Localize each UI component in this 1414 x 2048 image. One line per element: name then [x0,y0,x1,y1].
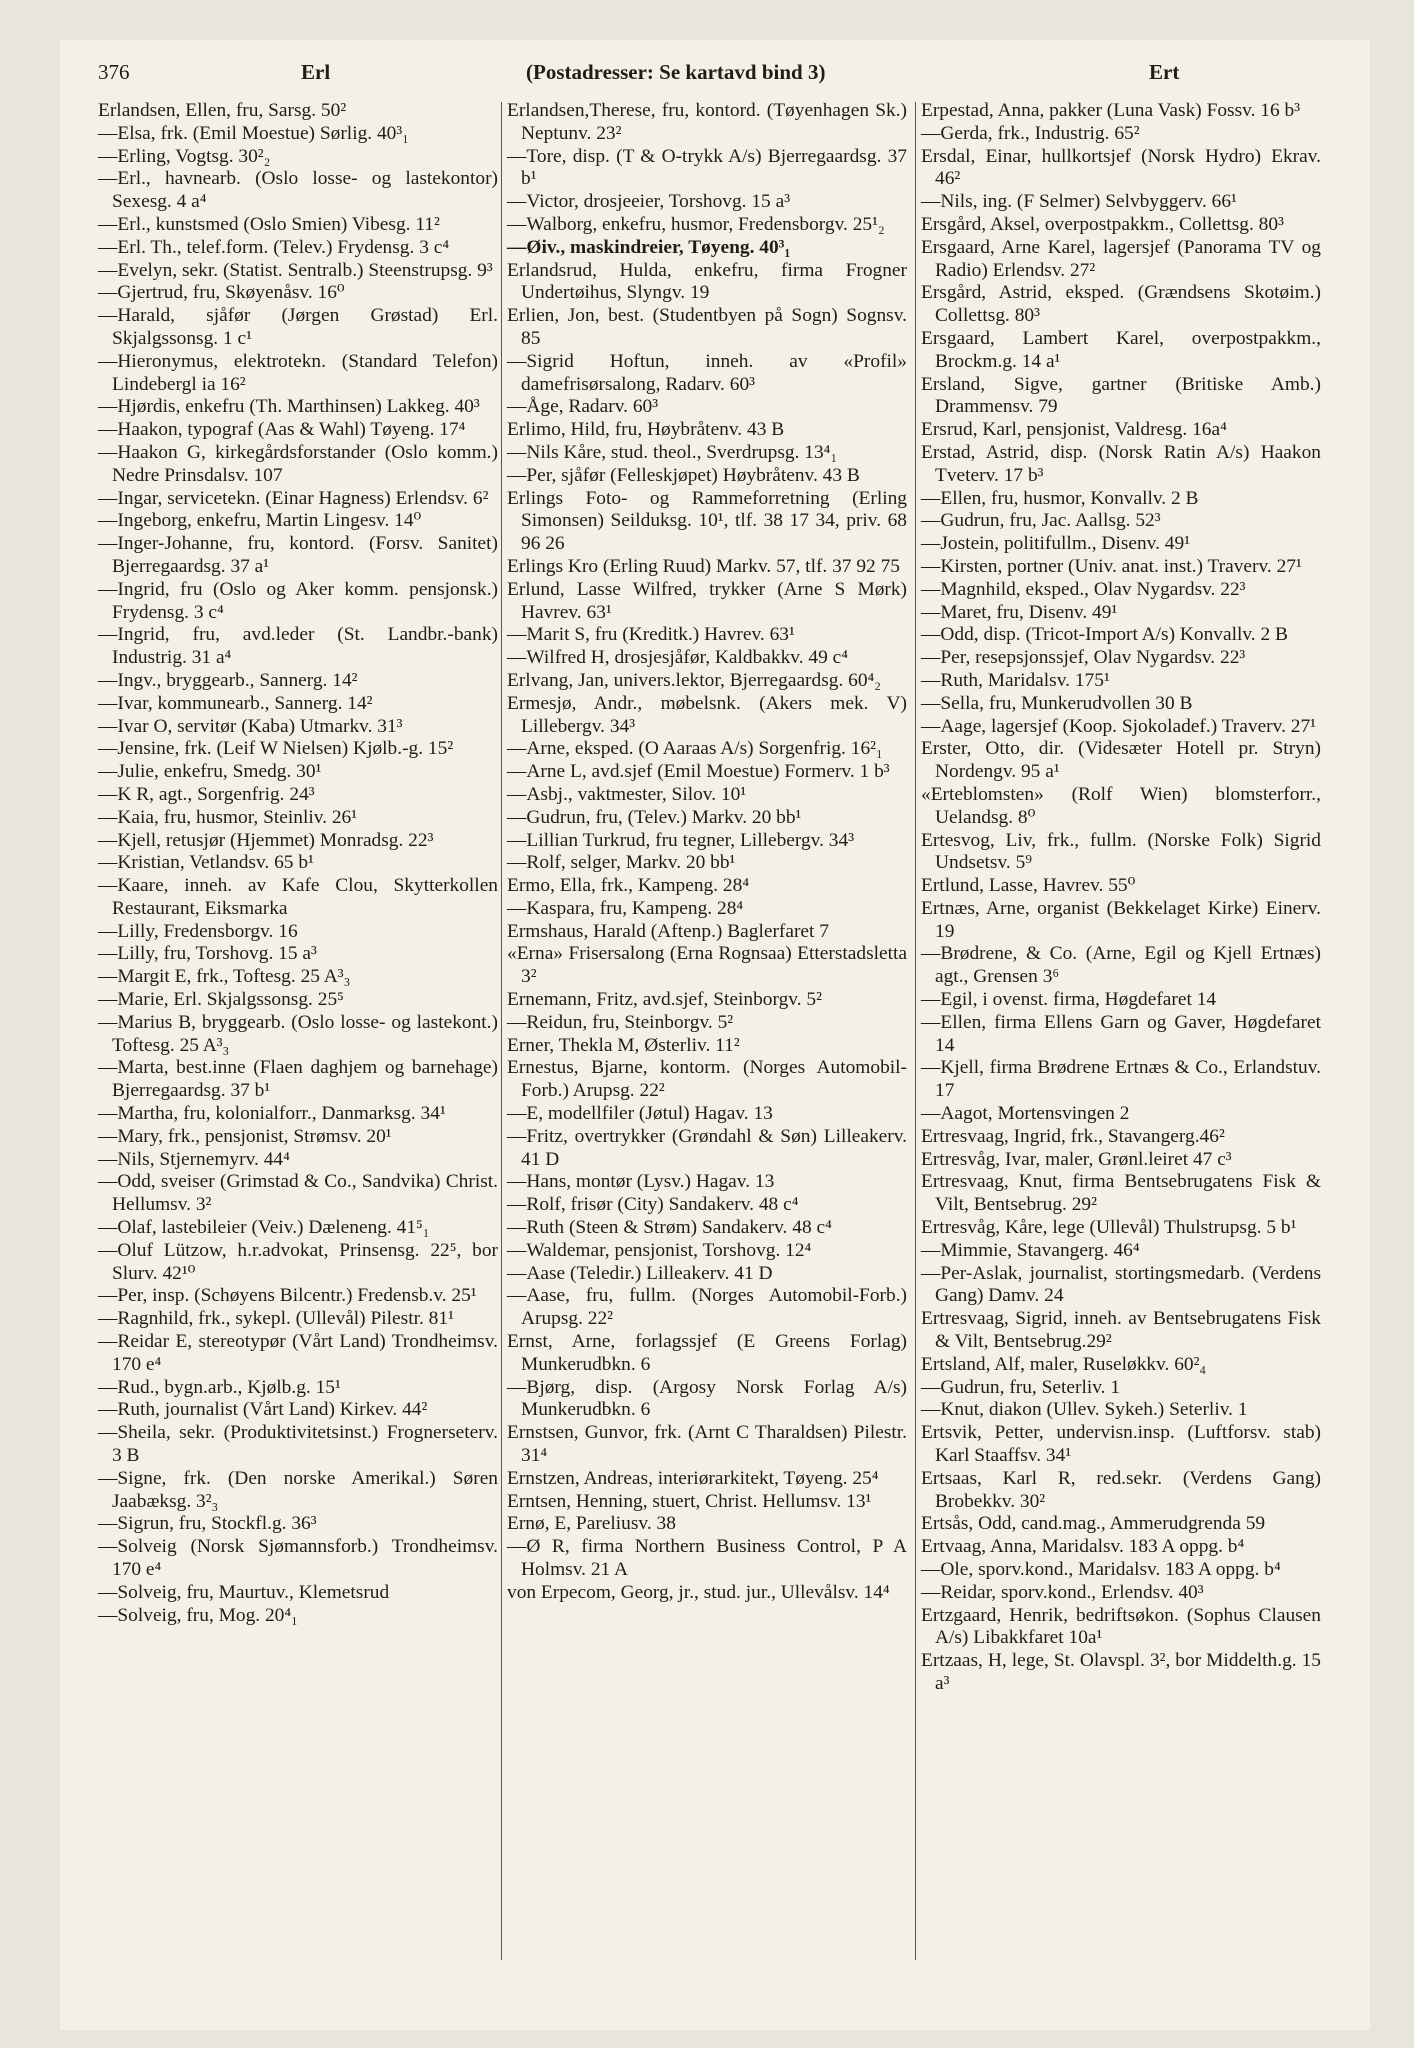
directory-entry: —Reidar, sporv.kond., Erlendsv. 40³ [921,1581,1204,1603]
directory-entry: —Elsa, frk. (Emil Moestue) Sørlig. 40³₁ [98,122,409,144]
directory-entry: —Reidar E, stereotypør (Vårt Land) Trondheimsv. 170 e⁴ [98,1331,498,1375]
directory-entry: —Mary, frk., pensjonist, Strømsv. 20¹ [98,1125,392,1147]
directory-entry: —Egil, i ovenst. firma, Høgdefaret 14 [921,989,1217,1011]
directory-entry: —Nils Kåre, stud. theol., Sverdrupsg. 13⁴₁ [507,441,838,463]
directory-entry: —Ivar, kommunearb., Sannerg. 14² [98,692,373,714]
directory-entry: —Erling, Vogtsg. 30²₂ [98,145,271,167]
directory-entry: —Nils, ing. (F Selmer) Selvbyggerv. 66¹ [921,191,1237,213]
directory-entry: —Hans, montør (Lysv.) Hagav. 13 [507,1171,775,1193]
directory-entry: Erlings Kro (Erling Ruud) Markv. 57, tlf. 37 92 75 [507,555,900,577]
directory-entry: —Ingv., bryggearb., Sannerg. 14² [98,669,358,691]
directory-entry: —Kjell, firma Brødrene Ertnæs & Co., Erlandstuv. 17 [921,1057,1321,1102]
directory-entry: Ersland, Sigve, gartner (Britiske Amb.) Drammensv. 79 [921,373,1321,418]
directory-entry: —Kristian, Vetlandsv. 65 b¹ [98,852,314,874]
directory-entry: Ertzaas, H, lege, St. Olavspl. 3², bor Middelth.g. 15 a³ [921,1650,1321,1694]
directory-column-2 [507,100,907,1605]
directory-entry: —Gudrun, fru, Seterliv. 1 [921,1376,1121,1398]
directory-entry: Erlandsen, Ellen, fru, Sarsg. 50² [98,100,347,121]
directory-entry: —Ruth, journalist (Vårt Land) Kirkev. 44² [98,1399,428,1421]
directory-entry: —Åge, Radarv. 60³ [507,396,659,418]
directory-entry: —Haakon G, kirkegårdsforstander (Oslo komm.) Nedre Prinsdalsv. 107 [98,441,498,486]
directory-entry: Erlvang, Jan, univers.lektor, Bjerregaardsg. 60⁴₂ [507,669,882,691]
directory-entry: —Bjørg, disp. (Argosy Norsk Forlag A/s) Munkerudbkn. 6 [507,1376,907,1421]
directory-entry: —Lillian Turkrud, fru tegner, Lillebergv. 34³ [507,829,855,851]
directory-entry: —Knut, diakon (Ullev. Sykeh.) Seterliv. 1 [921,1399,1248,1421]
directory-entry: Ertresvaag, Ingrid, frk., Stavangerg.46² [921,1125,1225,1147]
directory-entry: —Sheila, sekr. (Produktivitetsinst.) Frognerseterv. 3 B [98,1422,498,1467]
directory-entry: —Hjørdis, enkefru (Th. Marthinsen) Lakkeg. 40³ [98,396,480,418]
directory-entry: —Per, sjåfør (Felleskjøpet) Høybråtenv. 43 B [507,464,860,486]
header-first-word: Erl [301,60,331,84]
directory-entry: —Erl. Th., telef.form. (Telev.) Frydensg. 3 c⁴ [98,236,450,258]
directory-entry: —Jostein, politifullm., Disenv. 49¹ [921,533,1191,555]
directory-entry: —Reidun, fru, Steinborgv. 5² [507,1011,734,1033]
directory-entry: —Julie, enkefru, Smedg. 30¹ [98,761,322,783]
directory-entry: —Margit E, frk., Toftesg. 25 A³₃ [98,966,351,988]
directory-entry: —Aase (Teledir.) Lilleakerv. 41 D [507,1262,773,1284]
directory-entry: —Haakon, typograf (Aas & Wahl) Tøyeng. 17⁴ [98,419,466,441]
directory-entry: —Kaspara, fru, Kampeng. 28⁴ [507,897,744,919]
directory-entry: Ersgård, Aksel, overpostpakkm., Collettsg. 80³ [921,213,1284,235]
directory-entry: Ertsås, Odd, cand.mag., Ammerudgrenda 59 [921,1513,1266,1535]
directory-entry: Ertresvaag, Knut, firma Bentsebrugatens Fisk & Vilt, Bentsebrug. 29² [921,1171,1321,1216]
directory-entry: Ermesjø, Andr., møbelsnk. (Akers mek. V) Lillebergv. 34³ [507,692,907,737]
directory-entry: —Lilly, fru, Torshovg. 15 a³ [98,943,317,965]
directory-entry: —Waldemar, pensjonist, Torshovg. 12⁴ [507,1239,812,1261]
header-note: (Postadresser: Se kartavd bind 3) [526,60,826,84]
directory-entry: —Erl., havnearb. (Oslo losse- og lastekontor) Sexesg. 4 a⁴ [98,168,498,213]
directory-entry: —Solveig, fru, Maurtuv., Klemetsrud [98,1581,390,1603]
directory-entry: —Nils, Stjernemyrv. 44⁴ [98,1148,290,1170]
directory-entry: —Odd, disp. (Tricot-Import A/s) Konvallv. 2 B [921,624,1288,646]
directory-entry: —Magnhild, eksped., Olav Nygardsv. 22³ [921,578,1246,600]
directory-entry: Ertnæs, Arne, organist (Bekkelaget Kirke) Einerv. 19 [921,897,1321,942]
directory-entry: Ertzgaard, Henrik, bedriftsøkon. (Sophus Clausen A/s) Libakkfaret 10a¹ [921,1604,1321,1649]
directory-entry: Ertsvik, Petter, undervisn.insp. (Luftforsv. stab) Karl Staaffsv. 34¹ [921,1422,1321,1467]
directory-entry: —Aase, fru, fullm. (Norges Automobil-Forb.) Arupsg. 22² [507,1285,907,1330]
directory-entry: —Ole, sporv.kond., Maridalsv. 183 A oppg. b⁴ [921,1559,1281,1580]
directory-entry: —Ivar O, servitør (Kaba) Utmarkv. 31³ [98,715,403,737]
directory-entry: Erlund, Lasse Wilfred, trykker (Arne S Mørk) Havrev. 63¹ [507,578,907,623]
directory-entry: Ertvaag, Anna, Maridalsv. 183 A oppg. b⁴ [921,1536,1245,1558]
directory-entry: —Marit S, fru (Kreditk.) Havrev. 63¹ [507,624,795,646]
directory-entry: Ersdal, Einar, hullkortsjef (Norsk Hydro) Ekrav. 46² [921,145,1321,190]
directory-entry: «Erteblomsten» (Rolf Wien) blomsterforr., Uelandsg. 8⁰ [921,783,1321,828]
directory-entry: —Kirsten, portner (Univ. anat. inst.) Traverv. 27¹ [921,555,1302,577]
directory-entry: —Martha, fru, kolonialforr., Danmarksg. 34¹ [98,1103,446,1125]
directory-entry: —Mimmie, Stavangerg. 46⁴ [921,1239,1140,1261]
directory-entry: Ernemann, Fritz, avd.sjef, Steinborgv. 5² [507,989,822,1011]
directory-entry: —Ruth, Maridalsv. 175¹ [921,669,1110,691]
directory-entry: —Ingrid, fru, avd.leder (St. Landbr.-bank) Industrig. 31 a⁴ [98,624,498,669]
directory-entry: Ersgaard, Lambert Karel, overpostpakkm., Brockm.g. 14 a¹ [921,327,1321,372]
directory-entry: Ernstzen, Andreas, interiørarkitekt, Tøyeng. 25⁴ [507,1467,879,1489]
directory-entry: —K R, agt., Sorgenfrig. 24³ [98,783,315,805]
directory-entry: Erster, Otto, dir. (Videsæter Hotell pr. Stryn) Nordengv. 95 a¹ [921,738,1321,783]
directory-entry: Ersgård, Astrid, eksped. (Grændsens Skotøim.) Collettsg. 80³ [921,282,1321,327]
directory-entry: —Fritz, overtrykker (Grøndahl & Søn) Lilleakerv. 41 D [507,1125,907,1170]
directory-entry: Erlings Foto- og Rammeforretning (Erling Simonsen) Seilduksg. 10¹, tlf. 38 17 34, priv. 68 96 26 [507,487,907,555]
header-last-word: Ert [1149,60,1180,84]
directory-entry: Ertresvaag, Sigrid, inneh. av Bentsebrugatens Fisk & Vilt, Bentsebrug.29² [921,1308,1321,1353]
directory-entry: Ermshaus, Harald (Aftenp.) Baglerfaret 7 [507,920,829,942]
directory-entry: —Tore, disp. (T & O-trykk A/s) Bjerregaardsg. 37 b¹ [507,145,907,190]
directory-entry: —Gudrun, fru, (Telev.) Markv. 20 bb¹ [507,806,802,828]
directory-entry: Ertsland, Alf, maler, Ruseløkkv. 60²₄ [921,1353,1207,1375]
directory-entry: —Kaia, fru, husmor, Steinliv. 26¹ [98,806,358,828]
directory-entry: —Rud., bygn.arb., Kjølb.g. 15¹ [98,1376,341,1398]
directory-entry: —Hieronymus, elektrotekn. (Standard Telefon) Lindebergl ia 16² [98,350,498,395]
directory-entry: Ermo, Ella, frk., Kampeng. 28⁴ [507,875,750,897]
directory-entry: —Aagot, Mortensvingen 2 [921,1103,1130,1125]
directory-entry: —Solveig (Norsk Sjømannsforb.) Trondheimsv. 170 e⁴ [98,1536,498,1580]
directory-entry: —Asbj., vaktmester, Silov. 10¹ [507,783,747,805]
directory-entry: —Per, resepsjonssjef, Olav Nygardsv. 22³ [921,647,1246,669]
column-divider [915,102,916,1960]
directory-entry: Ertesvog, Liv, frk., fullm. (Norske Folk) Sigrid Undsetsv. 5⁹ [921,829,1321,874]
directory-entry: —Inger-Johanne, fru, kontord. (Forsv. Sanitet) Bjerregaardsg. 37 a¹ [98,533,498,577]
directory-entry: —Odd, sveiser (Grimstad & Co., Sandvika) Christ. Hellumsv. 3² [98,1171,498,1216]
directory-entry: —Erl., kunstsmed (Oslo Smien) Vibesg. 11² [98,213,440,235]
directory-entry: —Arne, eksped. (O Aaraas A/s) Sorgenfrig. 16²₁ [507,738,883,760]
directory-entry: von Erpecom, Georg, jr., stud. jur., Ullevålsv. 14⁴ [507,1581,890,1603]
directory-entry: —Ellen, firma Ellens Garn og Gaver, Høgdefaret 14 [921,1011,1321,1056]
directory-entry: Erntsen, Henning, stuert, Christ. Hellumsv. 13¹ [507,1490,872,1512]
directory-entry: —Walborg, enkefru, husmor, Fredensborgv. 25¹₂ [507,213,885,235]
directory-entry: —Brødrene, & Co. (Arne, Egil og Kjell Ertnæs) agt., Grensen 3⁶ [921,943,1321,988]
directory-entry: —Rolf, selger, Markv. 20 bb¹ [507,852,736,874]
directory-entry: —Rolf, frisør (City) Sandakerv. 48 c⁴ [507,1194,799,1216]
directory-entry: —Per-Aslak, journalist, stortingsmedarb. (Verdens Gang) Damv. 24 [921,1262,1321,1307]
directory-entry: —Ingar, servicetekn. (Einar Hagness) Erlendsv. 6² [98,487,489,509]
directory-entry: Erpestad, Anna, pakker (Luna Vask) Fossv. 16 b³ [921,100,1301,121]
directory-entry: —Sigrun, fru, Stockfl.g. 36³ [98,1513,317,1535]
column-divider [501,102,502,1960]
directory-entry: —Kjell, retusjør (Hjemmet) Monradsg. 22³ [98,829,434,851]
directory-entry: Ernstsen, Gunvor, frk. (Arnt C Tharaldsen) Pilestr. 31⁴ [507,1422,907,1467]
directory-entry: —Sella, fru, Munkerudvollen 30 B [921,692,1193,714]
directory-entry: —Maret, fru, Disenv. 49¹ [921,601,1118,623]
directory-entry: Erlandsrud, Hulda, enkefru, firma Frogner Undertøihus, Slyngv. 19 [507,259,907,304]
directory-entry: Erstad, Astrid, disp. (Norsk Ratin A/s) Haakon Tveterv. 17 b³ [921,441,1321,486]
directory-entry: —Ruth (Steen & Strøm) Sandakerv. 48 c⁴ [507,1217,832,1239]
directory-entry: —Harald, sjåfør (Jørgen Grøstad) Erl. Skjalgssonsg. 1 c¹ [98,305,498,349]
directory-entry: —Marta, best.inne (Flaen daghjem og barnehage) Bjerregaardsg. 37 b¹ [98,1057,498,1102]
directory-entry: —Solveig, fru, Mog. 20⁴₁ [98,1604,298,1626]
directory-entry: Ersrud, Karl, pensjonist, Valdresg. 16a⁴ [921,419,1227,441]
directory-entry: —Ingeborg, enkefru, Martin Lingesv. 14⁰ [98,510,422,532]
page-number: 376 [98,60,130,84]
running-header [98,60,1326,100]
directory-entry: Ernestus, Bjarne, kontorm. (Norges Automobil-Forb.) Arupsg. 22² [507,1057,907,1102]
directory-entry: —Sigrid Hoftun, inneh. av «Profil» damefrisørsalong, Radarv. 60³ [507,350,907,395]
directory-entry: —Aage, lagersjef (Koop. Sjokoladef.) Traverv. 27¹ [921,715,1316,737]
directory-entry: —Signe, frk. (Den norske Amerikal.) Søren Jaabæksg. 3²₃ [98,1467,498,1512]
directory-entry: —Ø R, firma Northern Business Control, P A Holmsv. 21 A [507,1536,907,1580]
directory-entry: —Arne L, avd.sjef (Emil Moestue) Formerv. 1 b³ [507,761,890,783]
directory-entry: Ertsaas, Karl R, red.sekr. (Verdens Gang) Brobekkv. 30² [921,1467,1321,1512]
directory-entry: —Jensine, frk. (Leif W Nielsen) Kjølb.-g. 15² [98,738,454,760]
directory-entry: —Ellen, fru, husmor, Konvallv. 2 B [921,487,1199,509]
directory-entry: —Gerda, frk., Industrig. 65² [921,122,1140,144]
directory-entry: —Olaf, lastebileier (Veiv.) Dæleneng. 41⁵₁ [98,1217,430,1239]
directory-entry: —Wilfred H, drosjesjåfør, Kaldbakkv. 49 c⁴ [507,647,849,669]
directory-entry: Ernø, E, Pareliusv. 38 [507,1513,676,1535]
directory-entry: Erner, Thekla M, Østerliv. 11² [507,1034,740,1056]
directory-entry: Erlimo, Hild, fru, Høybråtenv. 43 B [507,419,785,441]
directory-entry: Ernst, Arne, forlagssjef (E Greens Forlag) Munkerudbkn. 6 [507,1331,907,1375]
directory-entry: Erlandsen,Therese, fru, kontord. (Tøyenhagen Sk.) Neptunv. 23² [507,100,907,144]
directory-entry: —Gjertrud, fru, Skøyenåsv. 16⁰ [98,282,345,304]
directory-entry: —Lilly, Fredensborgv. 16 [98,920,298,942]
directory-entry: —Gudrun, fru, Jac. Aallsg. 52³ [921,510,1161,532]
directory-entry: Ersgaard, Arne Karel, lagersjef (Panorama TV og Radio) Erlendsv. 27² [921,236,1321,281]
directory-entry: —Ingrid, fru (Oslo og Aker komm. pensjonsk.) Frydensg. 3 c⁴ [98,578,498,623]
directory-entry: —Evelyn, sekr. (Statist. Sentralb.) Steenstrupsg. 9³ [98,259,493,281]
directory-entry: Ertlund, Lasse, Havrev. 55⁰ [921,875,1136,897]
directory-entry: —Oluf Lützow, h.r.advokat, Prinsensg. 22⁵, bor Slurv. 42¹⁰ [98,1239,498,1284]
directory-entry: —Øiv., maskindreier, Tøyeng. 40³₁ [507,236,791,258]
directory-entry: —Marie, Erl. Skjalgssonsg. 25⁵ [98,989,344,1011]
directory-entry: —Per, insp. (Schøyens Bilcentr.) Fredensb.v. 25¹ [98,1285,477,1307]
directory-entry: «Erna» Frisersalong (Erna Rognsaa) Etterstadsletta 3² [507,943,907,988]
directory-column-3 [921,100,1321,1696]
directory-entry: —Victor, drosjeeier, Torshovg. 15 a³ [507,191,791,213]
directory-entry: —Kaare, inneh. av Kafe Clou, Skytterkollen Restaurant, Eiksmarka [98,875,498,919]
directory-entry: Erlien, Jon, best. (Studentbyen på Sogn) Sognsv. 85 [507,305,907,349]
directory-entry: —Ragnhild, frk., sykepl. (Ullevål) Pilestr. 81¹ [98,1308,454,1330]
directory-column-1 [98,100,498,1627]
directory-entry: Ertresvåg, Ivar, maler, Grønl.leiret 47 c³ [921,1148,1232,1170]
directory-entry: Ertresvåg, Kåre, lege (Ullevål) Thulstrupsg. 5 b¹ [921,1217,1297,1239]
directory-page [60,40,1370,2030]
directory-entry: —E, modellfiler (Jøtul) Hagav. 13 [507,1103,773,1125]
directory-entry: —Marius B, bryggearb. (Oslo losse- og lastekont.) Toftesg. 25 A³₃ [98,1011,498,1056]
